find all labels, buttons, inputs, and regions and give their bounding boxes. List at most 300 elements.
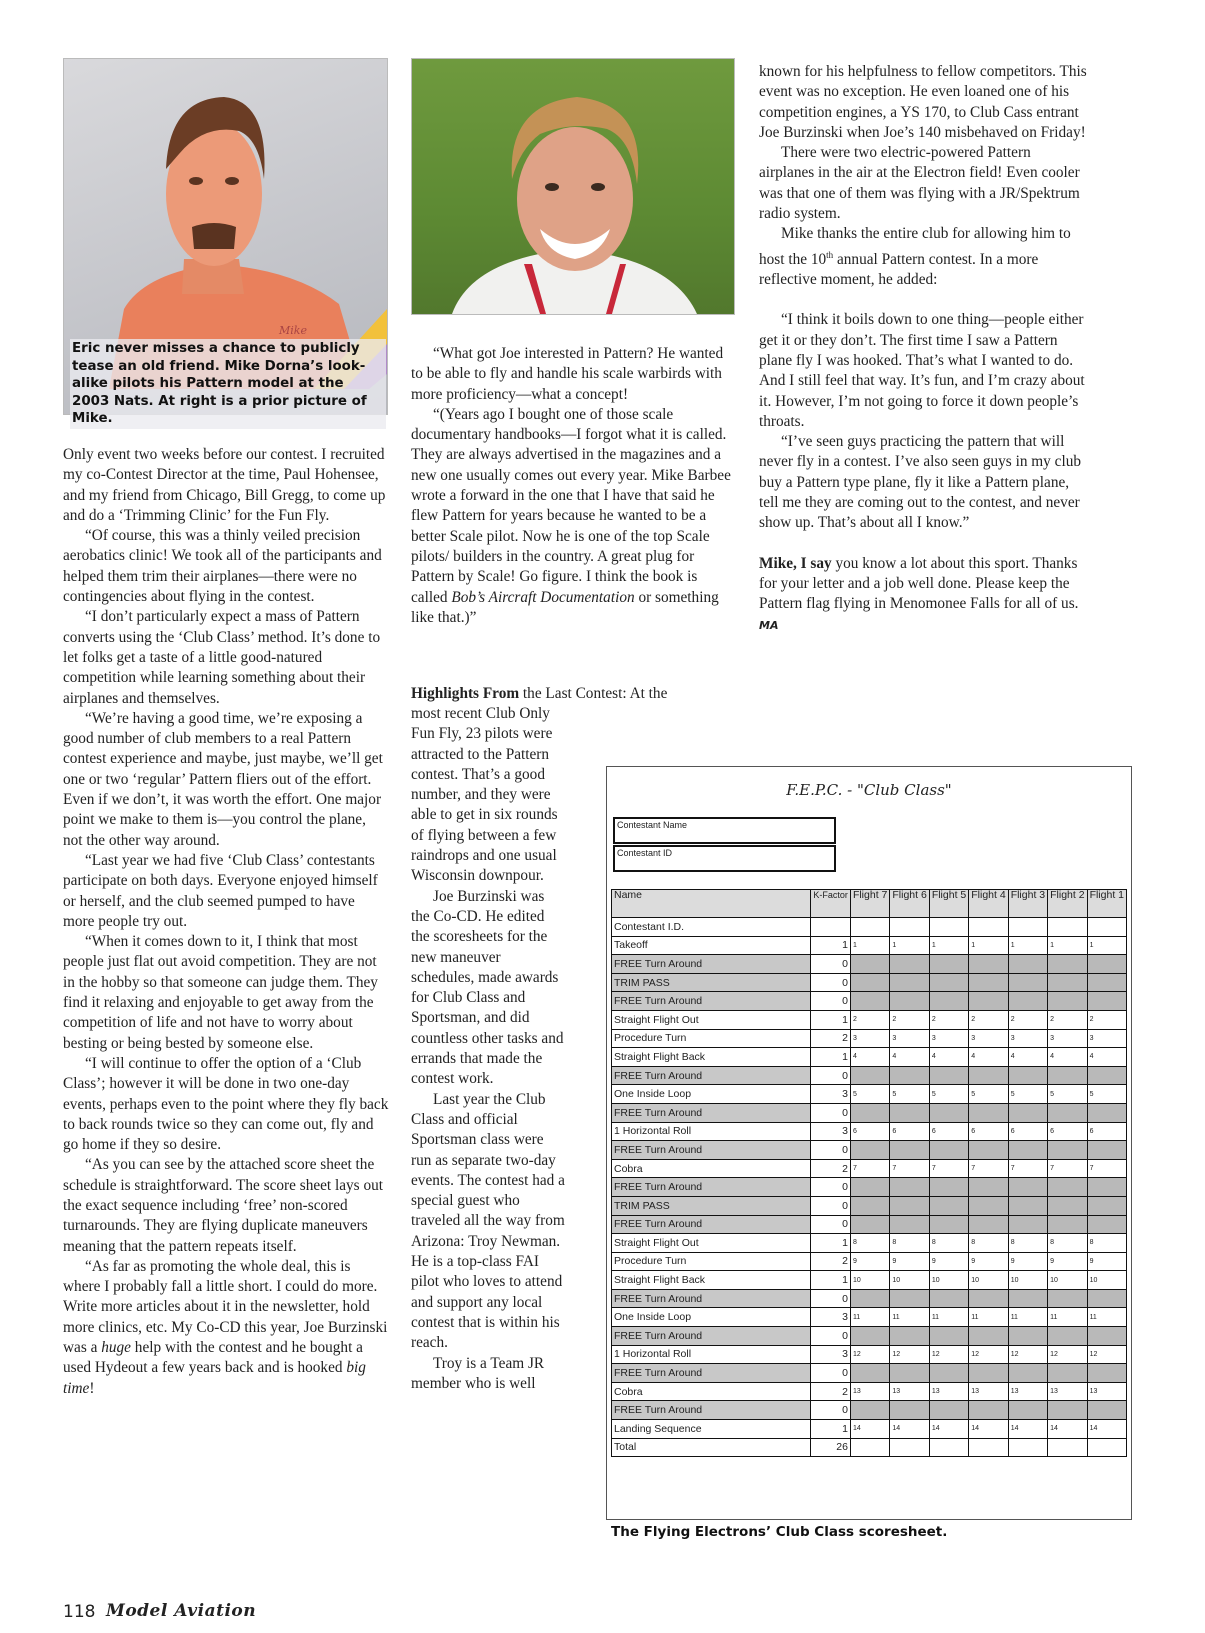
score-cell[interactable] — [1087, 1289, 1126, 1308]
score-cell[interactable]: 10 — [850, 1271, 889, 1290]
score-cell[interactable] — [1008, 1066, 1047, 1085]
k-factor: 3 — [811, 1085, 851, 1104]
col1-paragraph — [63, 1257, 389, 1399]
score-cell[interactable] — [1048, 1178, 1087, 1197]
maneuver-name: One Inside Loop — [612, 1308, 811, 1327]
score-cell[interactable]: 2 — [850, 1010, 889, 1029]
score-cell[interactable] — [850, 1103, 889, 1122]
contestant-id-box — [613, 845, 836, 872]
k-factor: 0 — [811, 973, 851, 992]
header-flight: Flight 7 — [850, 890, 889, 918]
header-k-factor: K-Factor — [811, 890, 851, 918]
score-cell[interactable]: 6 — [1087, 1122, 1126, 1141]
text-run: annual Pattern contest. In a more reflective moment, he added: — [759, 250, 1039, 289]
maneuver-name: Cobra — [612, 1159, 811, 1178]
highlight-first-line — [411, 684, 737, 704]
score-row — [612, 1345, 1127, 1364]
score-cell[interactable]: 8 — [1048, 1234, 1087, 1253]
text-run: “(Years ago I bought one of those scale documentary handbooks—I forgot what it is called. They are always advertised in the magazines and a new one usually comes out every year. Mike Barbee wrote a forward in the one that I have that said he flew Pattern for years because he wanted to be a better Scale pilot. Now he is one of the top Scale pilots/ builders in the country. A great plug for Pattern by Scale! Go figure. I think the book is called — [411, 405, 731, 606]
score-cell[interactable] — [1048, 1438, 1087, 1457]
score-cell[interactable] — [850, 973, 889, 992]
k-factor: 0 — [811, 1327, 851, 1346]
score-row — [612, 1141, 1127, 1160]
score-cell[interactable] — [850, 1438, 889, 1457]
score-cell[interactable]: 4 — [1087, 1048, 1126, 1067]
score-cell[interactable] — [1048, 1327, 1087, 1346]
score-cell[interactable] — [1008, 1141, 1047, 1160]
col1-paragraph: “I don’t particularly expect a mass of Pattern converts using the ‘Club Class’ method. It’s done to let folks get a taste of a little good-natured competition while learning something about their airplanes and themselves. — [63, 608, 381, 707]
score-cell[interactable] — [1048, 918, 1087, 937]
emphasis: big time — [63, 1359, 366, 1397]
score-cell[interactable] — [1087, 1364, 1126, 1383]
score-cell[interactable]: 1 — [1087, 936, 1126, 955]
score-cell[interactable] — [929, 1103, 968, 1122]
score-cell[interactable]: 6 — [969, 1122, 1008, 1141]
text-run: you know a lot about this sport. Thanks for your letter and a job well done. Please keep the Pattern flag flying in Menomonee Falls for all of us. — [759, 554, 1079, 613]
score-cell[interactable] — [929, 1215, 968, 1234]
score-cell[interactable] — [890, 1438, 929, 1457]
k-factor: 1 — [811, 936, 851, 955]
score-cell[interactable] — [969, 1438, 1008, 1457]
score-row — [612, 1438, 1127, 1457]
score-row — [612, 955, 1127, 974]
column-2 — [411, 344, 737, 628]
k-factor — [811, 918, 851, 937]
end-mark: MA — [759, 618, 779, 632]
score-cell[interactable] — [969, 918, 1008, 937]
score-cell[interactable] — [890, 973, 929, 992]
score-cell[interactable] — [1048, 1289, 1087, 1308]
score-header-row — [612, 890, 1127, 918]
header-flight: Flight 1 — [1087, 890, 1126, 918]
score-table — [611, 889, 1127, 1457]
score-cell[interactable] — [929, 1438, 968, 1457]
score-cell[interactable]: 6 — [890, 1122, 929, 1141]
score-cell[interactable] — [969, 955, 1008, 974]
score-cell[interactable] — [890, 1364, 929, 1383]
score-cell[interactable] — [929, 1401, 968, 1420]
score-cell[interactable] — [850, 1401, 889, 1420]
score-row — [612, 973, 1127, 992]
score-cell[interactable]: 4 — [1008, 1048, 1047, 1067]
score-cell[interactable]: 9 — [929, 1252, 968, 1271]
maneuver-name: FREE Turn Around — [612, 1066, 811, 1085]
score-cell[interactable]: 2 — [1008, 1010, 1047, 1029]
score-cell[interactable] — [850, 992, 889, 1011]
score-cell[interactable]: 5 — [1048, 1085, 1087, 1104]
score-cell[interactable] — [890, 1066, 929, 1085]
score-cell[interactable] — [1008, 992, 1047, 1011]
score-cell[interactable]: 3 — [929, 1029, 968, 1048]
score-cell[interactable] — [1087, 1438, 1126, 1457]
maneuver-name: 1 Horizontal Roll — [612, 1122, 811, 1141]
score-cell[interactable]: 4 — [890, 1048, 929, 1067]
score-cell[interactable]: 5 — [850, 1085, 889, 1104]
score-cell[interactable]: 7 — [1048, 1159, 1087, 1178]
score-cell[interactable] — [1048, 1141, 1087, 1160]
score-cell[interactable] — [1008, 918, 1047, 937]
score-cell[interactable]: 3 — [1087, 1029, 1126, 1048]
score-cell[interactable] — [1087, 973, 1126, 992]
score-cell[interactable]: 14 — [1008, 1420, 1047, 1439]
closing-bold: Mike, I say — [759, 554, 832, 572]
score-cell[interactable]: 3 — [890, 1029, 929, 1048]
k-factor: 1 — [811, 1234, 851, 1253]
score-cell[interactable] — [1087, 1178, 1126, 1197]
k-factor: 3 — [811, 1122, 851, 1141]
col3-paragraph: There were two electric-powered Pattern airplanes in the air at the Electron field! Even cooler was that one of them was flying with a JR/Spektrum radio system. — [759, 144, 1080, 223]
score-cell[interactable] — [1048, 1103, 1087, 1122]
score-cell[interactable] — [929, 955, 968, 974]
maneuver-name: FREE Turn Around — [612, 955, 811, 974]
score-cell[interactable] — [850, 955, 889, 974]
score-cell[interactable]: 2 — [929, 1010, 968, 1029]
score-cell[interactable] — [890, 1327, 929, 1346]
score-cell[interactable]: 10 — [969, 1271, 1008, 1290]
score-cell[interactable]: 14 — [969, 1420, 1008, 1439]
score-cell[interactable] — [1087, 955, 1126, 974]
score-cell[interactable]: 14 — [929, 1420, 968, 1439]
score-cell[interactable]: 11 — [929, 1308, 968, 1327]
score-cell[interactable]: 5 — [890, 1085, 929, 1104]
score-cell[interactable]: 3 — [1048, 1029, 1087, 1048]
header-name: Name — [612, 890, 811, 918]
score-cell[interactable]: 12 — [969, 1345, 1008, 1364]
score-cell[interactable] — [850, 1066, 889, 1085]
maneuver-name: Total — [612, 1438, 811, 1457]
score-cell[interactable]: 14 — [1048, 1420, 1087, 1439]
score-cell[interactable]: 2 — [1048, 1010, 1087, 1029]
header-flight: Flight 3 — [1008, 890, 1047, 918]
score-cell[interactable]: 13 — [850, 1382, 889, 1401]
k-factor: 0 — [811, 1401, 851, 1420]
score-cell[interactable]: 14 — [890, 1420, 929, 1439]
score-cell[interactable] — [1008, 1103, 1047, 1122]
score-cell[interactable]: 4 — [850, 1048, 889, 1067]
portrait-illustration — [412, 59, 734, 314]
score-cell[interactable]: 8 — [1008, 1234, 1047, 1253]
score-row — [612, 1308, 1127, 1327]
k-factor: 0 — [811, 1364, 851, 1383]
scoresheet — [606, 766, 1132, 1520]
score-cell[interactable]: 11 — [850, 1308, 889, 1327]
score-cell[interactable] — [929, 1327, 968, 1346]
header-flight: Flight 4 — [969, 890, 1008, 918]
k-factor: 1 — [811, 1048, 851, 1067]
score-cell[interactable]: 9 — [890, 1252, 929, 1271]
scoresheet-caption: The Flying Electrons’ Club Class scoresheet. — [611, 1524, 948, 1540]
k-factor: 0 — [811, 1141, 851, 1160]
score-cell[interactable] — [1087, 1401, 1126, 1420]
score-cell[interactable] — [890, 1141, 929, 1160]
score-cell[interactable] — [929, 992, 968, 1011]
score-cell[interactable]: 4 — [929, 1048, 968, 1067]
score-cell[interactable] — [850, 1215, 889, 1234]
col2-paragraph — [411, 405, 737, 628]
score-cell[interactable] — [890, 1215, 929, 1234]
maneuver-name: Straight Flight Out — [612, 1234, 811, 1253]
score-cell[interactable] — [929, 1141, 968, 1160]
score-cell[interactable]: 13 — [890, 1382, 929, 1401]
score-cell[interactable] — [1087, 918, 1126, 937]
score-cell[interactable] — [1087, 992, 1126, 1011]
score-cell[interactable] — [890, 1289, 929, 1308]
photo-caption-left: Eric never misses a chance to publicly tease an old friend. Mike Dorna’s look-alike pilots his Pattern model at the 2003 Nats. At right is a prior picture of Mike. — [70, 339, 386, 429]
score-row — [612, 1122, 1127, 1141]
score-cell[interactable] — [929, 973, 968, 992]
score-row — [612, 1029, 1127, 1048]
score-cell[interactable]: 13 — [1008, 1382, 1047, 1401]
score-cell[interactable] — [969, 1327, 1008, 1346]
maneuver-name: FREE Turn Around — [612, 1401, 811, 1420]
score-cell[interactable]: 10 — [929, 1271, 968, 1290]
score-cell[interactable]: 7 — [929, 1159, 968, 1178]
score-cell[interactable]: 4 — [1048, 1048, 1087, 1067]
score-row — [612, 1215, 1127, 1234]
k-factor: 2 — [811, 1252, 851, 1271]
score-cell[interactable] — [850, 918, 889, 937]
score-cell[interactable] — [1048, 992, 1087, 1011]
score-cell[interactable] — [969, 1215, 1008, 1234]
score-cell[interactable]: 10 — [1008, 1271, 1047, 1290]
score-cell[interactable] — [1048, 955, 1087, 974]
col1-paragraph: “As you can see by the attached score sheet the schedule is straightforward. The score sheet lays out the exact sequence including ‘free’ non-scored turnarounds. They are flying duplicate maneuvers meaning that the pattern repeats itself. — [63, 1156, 384, 1255]
score-cell[interactable]: 13 — [969, 1382, 1008, 1401]
score-cell[interactable] — [1087, 1327, 1126, 1346]
score-cell[interactable] — [1048, 1196, 1087, 1215]
score-cell[interactable] — [1008, 1196, 1047, 1215]
score-cell[interactable]: 5 — [969, 1085, 1008, 1104]
score-row — [612, 1420, 1127, 1439]
score-cell[interactable]: 5 — [1087, 1085, 1126, 1104]
score-cell[interactable]: 1 — [890, 936, 929, 955]
k-factor: 3 — [811, 1345, 851, 1364]
score-cell[interactable]: 1 — [1048, 936, 1087, 955]
score-cell[interactable]: 3 — [969, 1029, 1008, 1048]
score-cell[interactable]: 12 — [850, 1345, 889, 1364]
score-cell[interactable] — [890, 1196, 929, 1215]
score-cell[interactable]: 1 — [850, 936, 889, 955]
score-cell[interactable] — [969, 992, 1008, 1011]
col1-paragraph: Only event two weeks before our contest. I recruited my co-Contest Director at the time, Paul Hohensee, and my friend from Chicago, Bill Gregg, to come up and do a ‘Trimming Clinic’ for the Fun Fly. — [63, 446, 386, 524]
score-row — [612, 1178, 1127, 1197]
score-cell[interactable]: 7 — [1087, 1159, 1126, 1178]
score-cell[interactable] — [929, 918, 968, 937]
page-number: 118 — [63, 1602, 96, 1622]
score-cell[interactable] — [1008, 1215, 1047, 1234]
scoresheet-title: F.E.P.C. - "Club Class" — [786, 781, 952, 799]
score-cell[interactable] — [1048, 1364, 1087, 1383]
score-row — [612, 1066, 1127, 1085]
score-cell[interactable]: 1 — [929, 936, 968, 955]
score-cell[interactable]: 8 — [890, 1234, 929, 1253]
contestant-name-label: Contestant Name — [617, 820, 688, 830]
score-cell[interactable] — [1008, 955, 1047, 974]
score-cell[interactable]: 9 — [969, 1252, 1008, 1271]
col1-paragraph: “Of course, this was a thinly veiled precision aerobatics clinic! We took all of the participants and helped them trim their airplanes—there were no contingencies about flying in the contest. — [63, 527, 382, 606]
k-factor: 2 — [811, 1029, 851, 1048]
score-cell[interactable]: 9 — [850, 1252, 889, 1271]
maneuver-name: Takeoff — [612, 936, 811, 955]
score-cell[interactable]: 4 — [969, 1048, 1008, 1067]
score-cell[interactable]: 8 — [969, 1234, 1008, 1253]
score-cell[interactable] — [969, 1141, 1008, 1160]
score-cell[interactable]: 11 — [969, 1308, 1008, 1327]
score-cell[interactable]: 12 — [1087, 1345, 1126, 1364]
score-cell[interactable] — [1087, 1141, 1126, 1160]
score-cell[interactable] — [890, 992, 929, 1011]
score-cell[interactable]: 2 — [890, 1010, 929, 1029]
score-cell[interactable] — [890, 1401, 929, 1420]
score-cell[interactable]: 8 — [850, 1234, 889, 1253]
score-cell[interactable] — [850, 1364, 889, 1383]
score-row — [612, 1401, 1127, 1420]
maneuver-name: FREE Turn Around — [612, 1141, 811, 1160]
score-cell[interactable] — [850, 1327, 889, 1346]
score-cell[interactable] — [850, 1196, 889, 1215]
score-cell[interactable]: 3 — [850, 1029, 889, 1048]
score-cell[interactable]: 10 — [1087, 1271, 1126, 1290]
score-cell[interactable]: 7 — [969, 1159, 1008, 1178]
score-cell[interactable] — [1008, 973, 1047, 992]
score-cell[interactable]: 13 — [1048, 1382, 1087, 1401]
score-cell[interactable] — [890, 1178, 929, 1197]
score-row — [612, 918, 1127, 937]
k-factor: 0 — [811, 1103, 851, 1122]
k-factor: 0 — [811, 1066, 851, 1085]
col2-paragraph: Joe Burzinski was the Co-CD. He edited the scoresheets for the new maneuver schedules, made awards for Club Class and Sportsman, and did countless other tasks and errands that made the contest work. — [411, 887, 564, 1088]
text-run: “As far as promoting the whole deal, this is where I probably fall a little short. I could do more. Write more articles about it in the newsletter, hold more clinics, etc. My Co-CD this year, Joe Burzinski was a — [63, 1257, 388, 1357]
score-cell[interactable] — [1008, 1438, 1047, 1457]
score-cell[interactable] — [969, 1196, 1008, 1215]
score-cell[interactable]: 9 — [1048, 1252, 1087, 1271]
score-cell[interactable]: 11 — [1087, 1308, 1126, 1327]
score-cell[interactable]: 14 — [850, 1420, 889, 1439]
score-cell[interactable] — [929, 1196, 968, 1215]
score-cell[interactable] — [969, 1289, 1008, 1308]
score-cell[interactable]: 2 — [969, 1010, 1008, 1029]
score-cell[interactable]: 10 — [1048, 1271, 1087, 1290]
score-cell[interactable] — [1087, 1196, 1126, 1215]
score-cell[interactable] — [969, 1364, 1008, 1383]
score-cell[interactable]: 7 — [850, 1159, 889, 1178]
score-cell[interactable] — [1087, 1103, 1126, 1122]
score-cell[interactable]: 10 — [890, 1271, 929, 1290]
score-cell[interactable]: 6 — [929, 1122, 968, 1141]
score-cell[interactable] — [969, 1066, 1008, 1085]
emphasis: huge — [101, 1339, 131, 1357]
header-flight: Flight 6 — [890, 890, 929, 918]
score-cell[interactable] — [1087, 1215, 1126, 1234]
score-cell[interactable]: 8 — [1087, 1234, 1126, 1253]
score-cell[interactable] — [890, 955, 929, 974]
score-cell[interactable]: 11 — [890, 1308, 929, 1327]
maneuver-name: FREE Turn Around — [612, 992, 811, 1011]
contestant-id-label: Contestant ID — [617, 848, 673, 858]
column-1 — [63, 445, 389, 1399]
score-cell[interactable]: 7 — [1008, 1159, 1047, 1178]
score-cell[interactable]: 6 — [1008, 1122, 1047, 1141]
score-cell[interactable]: 5 — [929, 1085, 968, 1104]
score-cell[interactable]: 2 — [1087, 1010, 1126, 1029]
score-cell[interactable] — [969, 1178, 1008, 1197]
score-cell[interactable]: 6 — [850, 1122, 889, 1141]
score-cell[interactable]: 12 — [1008, 1345, 1047, 1364]
score-cell[interactable] — [850, 1289, 889, 1308]
score-cell[interactable] — [1008, 1401, 1047, 1420]
text-run: or something like that.)” — [411, 588, 719, 626]
score-cell[interactable] — [890, 918, 929, 937]
score-cell[interactable]: 6 — [1048, 1122, 1087, 1141]
col2-paragraph: Last year the Club Class and official Sportsman class were run as separate two-day events. The contest had a special guest who traveled all the way from Arizona: Troy Newman. He is a top-class FAI pilot who loves to attend and support any local contest that is within his reach. — [411, 1090, 565, 1352]
score-cell[interactable] — [969, 1103, 1008, 1122]
maneuver-name: Cobra — [612, 1382, 811, 1401]
score-cell[interactable] — [1048, 1215, 1087, 1234]
score-row — [612, 1271, 1127, 1290]
score-cell[interactable] — [929, 1178, 968, 1197]
score-cell[interactable]: 1 — [1008, 936, 1047, 955]
score-cell[interactable] — [1087, 1066, 1126, 1085]
score-cell[interactable] — [1048, 1066, 1087, 1085]
k-factor: 3 — [811, 1308, 851, 1327]
score-cell[interactable]: 9 — [1008, 1252, 1047, 1271]
score-cell[interactable]: 1 — [969, 936, 1008, 955]
score-cell[interactable]: 5 — [1008, 1085, 1047, 1104]
col1-paragraph: “We’re having a good time, we’re exposing a good number of club members to a real Pattern contest experience and maybe, just maybe, we’ll get one or two ‘regular’ Pattern fliers out of the effort. Even if we don’t, it was worth the effort. One major point we make to them is—you control the plane, not the other way around. — [63, 709, 383, 849]
score-cell[interactable] — [929, 1364, 968, 1383]
score-cell[interactable]: 12 — [929, 1345, 968, 1364]
score-row — [612, 1327, 1127, 1346]
score-cell[interactable] — [890, 1103, 929, 1122]
score-cell[interactable] — [850, 1141, 889, 1160]
score-cell[interactable] — [850, 1178, 889, 1197]
score-cell[interactable] — [969, 973, 1008, 992]
score-cell[interactable] — [969, 1401, 1008, 1420]
score-cell[interactable]: 3 — [1008, 1029, 1047, 1048]
maneuver-name: FREE Turn Around — [612, 1364, 811, 1383]
score-cell[interactable] — [1048, 1401, 1087, 1420]
maneuver-name: TRIM PASS — [612, 973, 811, 992]
score-cell[interactable]: 14 — [1087, 1420, 1126, 1439]
score-cell[interactable]: 13 — [1087, 1382, 1126, 1401]
header-flight: Flight 2 — [1048, 890, 1087, 918]
score-cell[interactable] — [929, 1289, 968, 1308]
score-body — [612, 918, 1127, 1457]
column-3 — [759, 62, 1089, 636]
score-row — [612, 1010, 1127, 1029]
score-cell[interactable] — [1008, 1289, 1047, 1308]
col1-paragraph: “I will continue to offer the option of a ‘Club Class’; however it will be done in two one-day events, perhaps even to the point where they fly back to back rounds twice so they can come out, fly and go home if they so desire. — [63, 1054, 389, 1154]
score-cell[interactable] — [1008, 1364, 1047, 1383]
score-cell[interactable] — [1048, 973, 1087, 992]
col2-paragraph: Troy is a Team JR member who is well — [411, 1354, 545, 1392]
score-cell[interactable]: 7 — [890, 1159, 929, 1178]
k-factor: 0 — [811, 992, 851, 1011]
score-cell[interactable]: 8 — [929, 1234, 968, 1253]
score-cell[interactable]: 12 — [890, 1345, 929, 1364]
score-cell[interactable]: 11 — [1008, 1308, 1047, 1327]
score-cell[interactable] — [1008, 1327, 1047, 1346]
score-cell[interactable]: 12 — [1048, 1345, 1087, 1364]
contestant-name-box — [613, 817, 836, 844]
score-cell[interactable]: 11 — [1048, 1308, 1087, 1327]
score-cell[interactable]: 13 — [929, 1382, 968, 1401]
score-cell[interactable] — [929, 1066, 968, 1085]
score-row — [612, 1196, 1127, 1215]
k-factor: 0 — [811, 1196, 851, 1215]
score-cell[interactable]: 9 — [1087, 1252, 1126, 1271]
score-cell[interactable] — [1008, 1178, 1047, 1197]
